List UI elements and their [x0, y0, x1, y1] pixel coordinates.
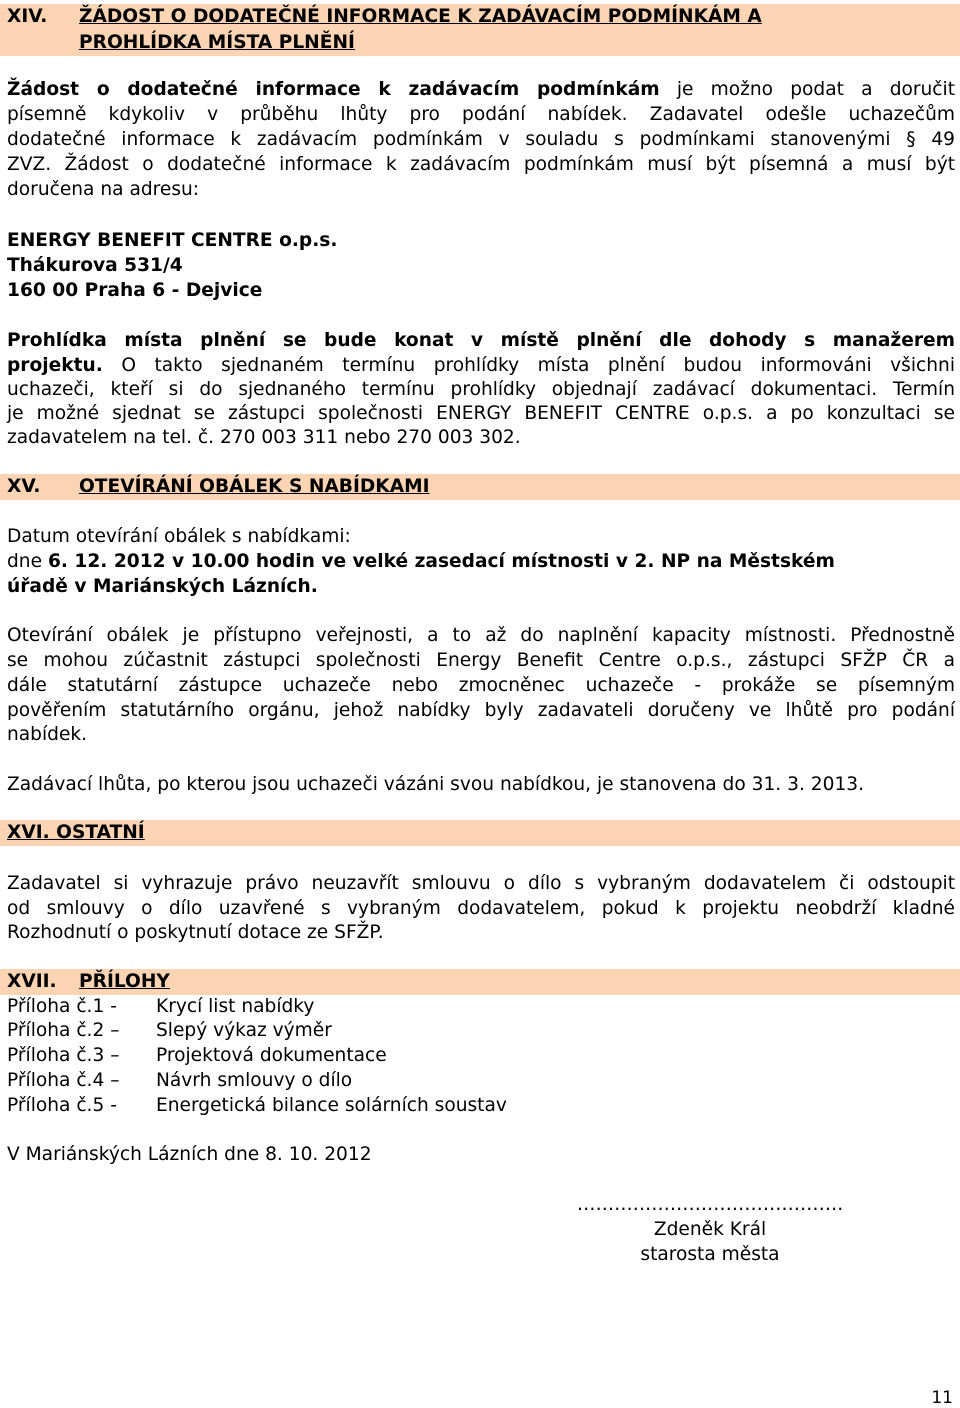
page-number: 11 [931, 1388, 953, 1408]
opening-date-line2: úřadě v Mariánských Lázních. [7, 576, 318, 597]
paragraph-line: Prohlídka místa plnění se bude konat v místě plnění dle dohody s manažerem [7, 330, 955, 351]
section-17-title: PŘÍLOHY [79, 971, 170, 992]
signatory-role: starosta města [640, 1244, 780, 1265]
attachment-title: Krycí list nabídky [156, 996, 315, 1017]
paragraph-line: pověřením statutárního orgánu, jehož nabídky byly zadavateli doručeny ve lhůtě pro podání [7, 700, 955, 721]
address-street: Thákurova 531/4 [7, 255, 183, 276]
section-15-title: OTEVÍRÁNÍ OBÁLEK S NABÍDKAMI [79, 476, 430, 497]
attachment-label: Příloha č.1 - [7, 996, 117, 1017]
paragraph-line: dále statutární zástupce uchazeče nebo zmocněnec uchazeče - prokáže se písemným [7, 675, 955, 696]
attachment-label: Příloha č.3 – [7, 1045, 120, 1066]
attachment-label: Příloha č.5 - [7, 1095, 117, 1116]
section-16-title: XVI. OSTATNÍ [7, 822, 145, 843]
place-and-date: V Mariánských Lázních dne 8. 10. 2012 [7, 1144, 372, 1165]
attachment-title: Energetická bilance solárních soustav [156, 1095, 507, 1116]
paragraph-line: zadavatelem na tel. č. 270 003 311 nebo 270 003 302. [7, 427, 521, 448]
signatory-name: Zdeněk Král [653, 1219, 767, 1240]
paragraph-line: od smlouvy o dílo uzavřené s vybraným dodavatelem, pokud k projektu neobdrží kladné [7, 898, 955, 919]
paragraph-line: projektu. O takto sjednaném termínu prohlídky místa plnění budou informováni všichni [7, 355, 955, 376]
paragraph-line: dodatečné informace k zadávacím podmínkám v souladu s podmínkami stanovenými § 49 [7, 129, 955, 150]
paragraph-line: nabídek. [7, 724, 88, 745]
section-17-number: XVII. [7, 971, 57, 992]
attachment-title: Projektová dokumentace [156, 1045, 387, 1066]
paragraph-line: Žádost o dodatečné informace k zadávacím podmínkám je možno podat a doručit [7, 79, 955, 100]
paragraph-line: Rozhodnutí o poskytnutí dotace ze SFŽP. [7, 922, 384, 943]
signature-line: ……………………………………. [576, 1194, 844, 1215]
paragraph-line: doručena na adresu: [7, 179, 200, 200]
section-15-number: XV. [7, 476, 41, 497]
paragraph-line: ZVZ. Žádost o dodatečné informace k zadávacím podmínkám musí být písemná a musí být [7, 154, 955, 175]
paragraph-line: je možné sjednat se zástupci společnosti ENERGY BENEFIT CENTRE o.p.s. a po konzultaci se [7, 403, 955, 424]
attachment-title: Návrh smlouvy o dílo [156, 1070, 353, 1091]
attachment-label: Příloha č.4 – [7, 1070, 120, 1091]
address-city: 160 00 Praha 6 - Dejvice [7, 280, 263, 301]
section-14-title-line2: PROHLÍDKA MÍSTA PLNĚNÍ [79, 32, 355, 53]
paragraph-line: Zadavatel si vyhrazuje právo neuzavřít smlouvu o dílo s vybraným dodavatelem či odstoupit [7, 873, 955, 894]
opening-date-label: Datum otevírání obálek s nabídkami: [7, 526, 351, 547]
paragraph-line: uchazeči, kteří si do sjednaného termínu prohlídky objednají zadávací dokumentaci. Termín [7, 379, 955, 400]
section-14-title-line1: ŽÁDOST O DODATEČNÉ INFORMACE K ZADÁVACÍM PODMÍNKÁM A [79, 6, 762, 27]
paragraph-line: písemně kdykoliv v průběhu lhůty pro podání nabídek. Zadavatel odešle uchazečům [7, 104, 955, 125]
tender-period-text: Zadávací lhůta, po kterou jsou uchazeči vázáni svou nabídkou, je stanovena do 31. 3. 2013. [7, 774, 865, 795]
paragraph-line: se mohou zúčastnit zástupci společnosti Energy Benefit Centre o.p.s., zástupci SFŽP ČR a [7, 650, 955, 671]
paragraph-line: Otevírání obálek je přístupno veřejnosti, a to až do naplnění kapacity místnosti. Přednostně [7, 625, 955, 646]
section-14-number: XIV. [7, 6, 48, 27]
attachment-label: Příloha č.2 – [7, 1020, 120, 1041]
address-company: ENERGY BENEFIT CENTRE o.p.s. [7, 230, 338, 251]
opening-date-line1: dne 6. 12. 2012 v 10.00 hodin ve velké zasedací místnosti v 2. NP na Městském [7, 551, 835, 572]
attachment-title: Slepý výkaz výměr [156, 1020, 332, 1041]
